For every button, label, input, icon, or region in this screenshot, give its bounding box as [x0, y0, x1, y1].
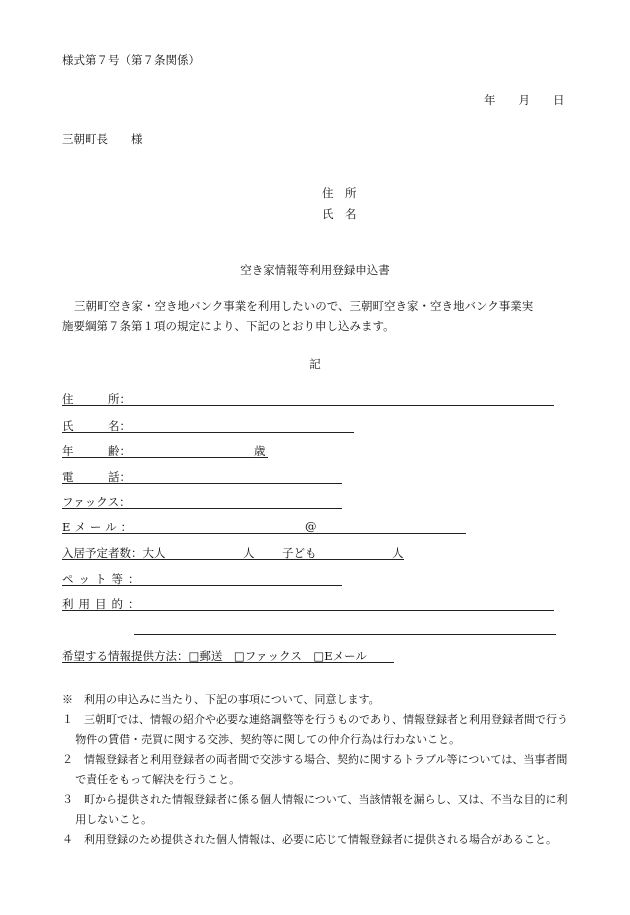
pets-label: ペット等： — [62, 572, 145, 586]
email-underline — [62, 533, 466, 534]
addressee: 三朝町長 様 — [62, 132, 143, 146]
contact-method-label: 希望する情報提供方法：□郵送 □ファックス □Eメール — [62, 649, 367, 663]
fax-underline — [62, 508, 342, 509]
email-at: @ — [305, 519, 317, 533]
residents-child-unit: 人 — [392, 546, 404, 560]
purpose-underline-2 — [134, 634, 556, 635]
residents-adult-unit: 人 — [243, 546, 255, 560]
note-item: ２ 情報登録者と利用登録者の両者間で交渉する場合、契約に関するトラブル等については、当事者間で責任をもって解決を行うこと。 — [62, 753, 568, 786]
phone-underline — [62, 483, 342, 484]
age-unit: 歳 — [254, 444, 266, 458]
note-item: １ 三朝町では、情報の紹介や必要な連絡調整等を行うものであり、情報登録者と利用登録者間で行う物件の賃借・売買に関する交渉、契約等に関しての仲介行為は行わないこと。 — [62, 713, 568, 746]
applicant-name-label: 氏 名 — [322, 207, 357, 221]
address-underline — [62, 405, 554, 406]
pets-underline — [62, 585, 342, 586]
document-title: 空き家情報等利用登録申込書 — [240, 263, 390, 277]
residents-label: 入居予定者数：大人 — [62, 546, 166, 560]
fax-label: ファックス： — [62, 495, 131, 509]
note-item: ３ 町から提供された情報登録者に係る個人情報について、当該情報を漏らし、又は、不当な目的に利用しないこと。 — [62, 793, 568, 826]
intro-line-2: 施要綱第７条第１項の規定により、下記のとおり申し込みます。 — [62, 319, 395, 333]
residents-child: 子ども — [282, 546, 317, 560]
email-label: Eメール： — [62, 520, 137, 534]
residents-underline — [62, 559, 404, 560]
form-number: 様式第７号（第７条関係） — [62, 53, 200, 67]
ki-label: 記 — [309, 357, 321, 371]
name-underline — [62, 432, 354, 433]
purpose-underline-1 — [62, 610, 554, 611]
age-underline — [62, 457, 268, 458]
intro-line-1: 三朝町空き家・空き地バンク事業を利用したいので、三朝町空き家・空き地バンク事業実 — [74, 299, 534, 313]
age-label: 年 齢： — [62, 444, 131, 458]
consent-notes — [62, 690, 576, 850]
notes-header: ※ 利用の申込みに当たり、下記の事項について、同意します。 — [62, 693, 380, 706]
name-label: 氏 名： — [62, 419, 131, 433]
note-item: ４ 利用登録のため提供された個人情報は、必要に応じて情報登録者に提供される場合があること。 — [62, 833, 557, 846]
contact-method-underline — [62, 662, 394, 663]
applicant-address-label: 住 所 — [322, 186, 357, 200]
address-label: 住 所： — [62, 392, 131, 406]
purpose-label: 利用目的： — [62, 597, 145, 611]
phone-label: 電 話： — [62, 470, 131, 484]
date-line: 年 月 日 — [484, 93, 565, 107]
